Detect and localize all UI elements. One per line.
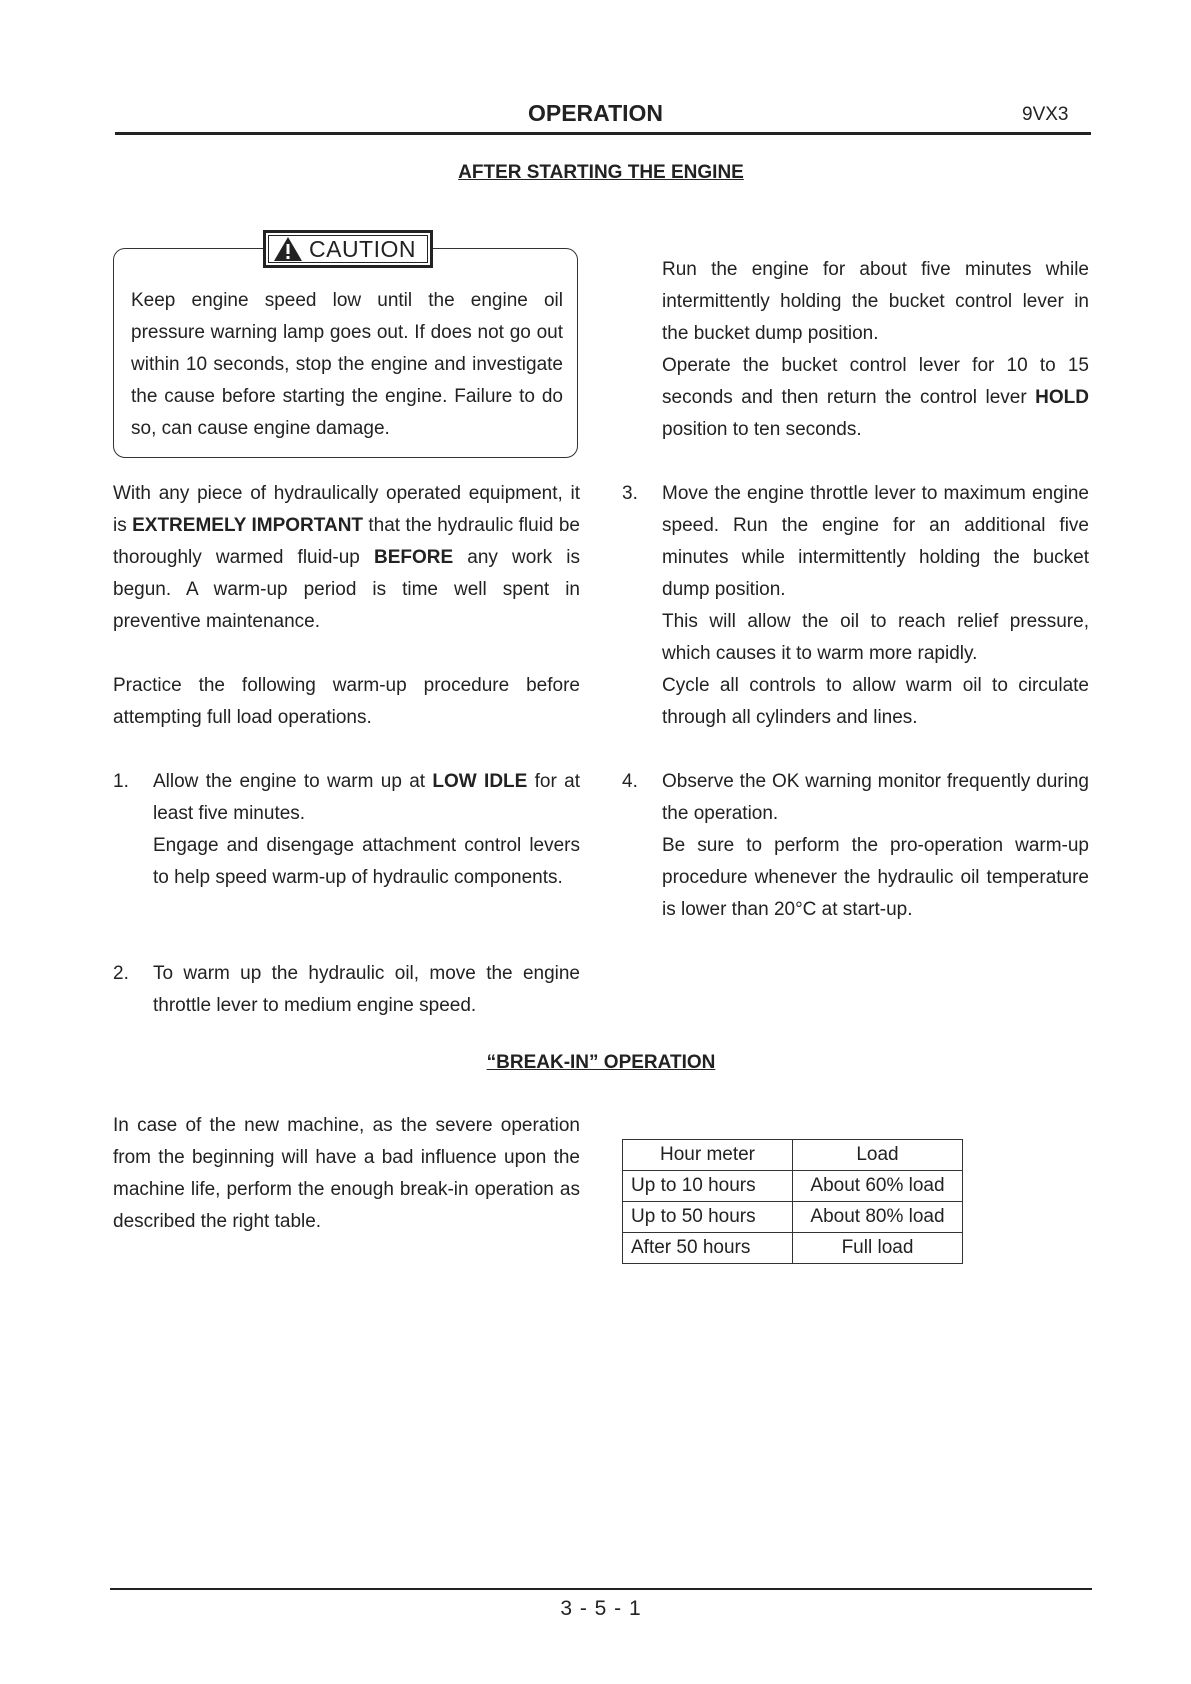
break-in-paragraph: In case of the new machine, as the severe operation from the beginning will have a bad influence upon the machine life, perform the enough break-in operation as described the right table. — [113, 1115, 580, 1232]
break-in-table — [622, 1139, 963, 1264]
section-title-after-starting: AFTER STARTING THE ENGINE — [458, 162, 744, 183]
table-row — [623, 1171, 963, 1202]
warning-triangle-icon — [273, 236, 303, 262]
table-row — [623, 1202, 963, 1233]
step-2-continuation-2: Operate the bucket control lever for 10 to 15 seconds and then return the control lever HOLD position to ten seconds. — [662, 355, 1089, 440]
step-3-text: Move the engine throttle lever to maximum engine speed. Run the engine for an additional five minutes while intermittently holding the bucket dump position. — [662, 483, 1089, 600]
table-cell: Full load — [793, 1233, 963, 1264]
table-cell: About 80% load — [793, 1202, 963, 1233]
page-number: 3 - 5 - 1 — [560, 1597, 642, 1620]
table-row — [623, 1233, 963, 1264]
table-cell: After 50 hours — [623, 1233, 793, 1264]
document-code: 9VX3 — [1022, 104, 1069, 125]
step-3-number: 3. — [622, 483, 638, 504]
intro-paragraph-2: Practice the following warm-up procedure before attempting full load operations. — [113, 675, 580, 728]
caution-label-text: CAUTION — [309, 235, 416, 262]
section-title-break-in: “BREAK-IN” OPERATION — [486, 1052, 716, 1073]
table-cell: Up to 10 hours — [623, 1171, 793, 1202]
footer-rule — [110, 1588, 1092, 1590]
table-header-row — [623, 1140, 963, 1171]
step-4-text: Observe the OK warning monitor frequently during the operation. — [662, 771, 1089, 824]
caution-label — [263, 230, 433, 268]
caution-text: Keep engine speed low until the engine oil pressure warning lamp goes out. If does not go out within 10 seconds, stop the engine and investigate the cause before starting the engine. Failure to do so, can cause engine damage. — [131, 290, 563, 439]
table-cell: About 60% load — [793, 1171, 963, 1202]
step-2-text: To warm up the hydraulic oil, move the engine throttle lever to medium engine speed. — [153, 963, 580, 1016]
step-4-detail: Be sure to perform the pro-operation warm-up procedure whenever the hydraulic oil temperature is lower than 20°C at start-up. — [662, 835, 1089, 920]
intro-paragraph-1: With any piece of hydraulically operated equipment, it is EXTREMELY IMPORTANT that the hydraulic fluid be thoroughly warmed fluid-up BEFORE any work is begun. A warm-up period is time well spent in preventive maintenance. — [113, 483, 581, 632]
table-header-cell: Hour meter — [623, 1140, 793, 1171]
step-4-number: 4. — [622, 771, 638, 792]
step-1-detail: Engage and disengage attachment control levers to help speed warm-up of hydraulic components. — [153, 835, 580, 888]
step-3-detail-2: Cycle all controls to allow warm oil to circulate through all cylinders and lines. — [662, 675, 1089, 728]
header-rule — [115, 132, 1091, 135]
table-cell: Up to 50 hours — [623, 1202, 793, 1233]
step-2-continuation-1: Run the engine for about five minutes while intermittently holding the bucket control lever in the bucket dump position. — [662, 259, 1089, 344]
page-header-title: OPERATION — [527, 100, 664, 126]
step-3-detail-1: This will allow the oil to reach relief pressure, which causes it to warm more rapidly. — [662, 611, 1089, 664]
step-1-text: Allow the engine to warm up at LOW IDLE for at least five minutes. — [153, 771, 580, 824]
step-1-number: 1. — [113, 771, 129, 792]
step-2-number: 2. — [113, 963, 129, 984]
table-header-cell: Load — [793, 1140, 963, 1171]
